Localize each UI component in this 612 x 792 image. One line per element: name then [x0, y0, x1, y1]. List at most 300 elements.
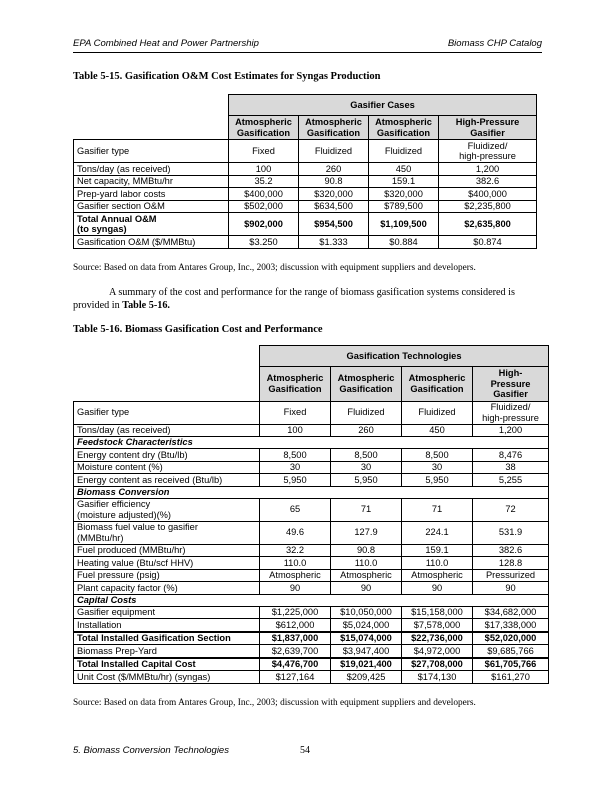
table-row	[74, 140, 537, 163]
column-header	[439, 116, 537, 140]
table-cell	[331, 424, 402, 437]
table-row	[74, 658, 549, 671]
table-cell	[260, 632, 331, 645]
table-cell	[229, 213, 299, 236]
row-label-line: Gasifier type	[77, 145, 130, 156]
column-header-line: Atmospheric	[305, 117, 362, 127]
row-label-line: Tons/day (as received)	[77, 163, 171, 174]
cell-line: Fluidized	[314, 145, 353, 156]
page-number: 54	[300, 745, 310, 756]
section-heading: Biomass Conversion	[74, 486, 549, 498]
row-label	[74, 188, 229, 201]
table-cell	[473, 658, 549, 671]
cell-line: Fluidized/	[490, 402, 531, 412]
cell-line: $4,972,000	[413, 645, 461, 656]
table-cell	[331, 658, 402, 671]
cell-line: 127.9	[354, 527, 378, 538]
table-cell	[402, 449, 473, 462]
table-cell	[369, 200, 439, 213]
cell-line: $2,235,800	[464, 201, 511, 211]
row-label-line: Total Installed Capital Cost	[77, 659, 196, 669]
table-row	[74, 236, 537, 249]
cell-line: Fluidized	[384, 145, 423, 156]
table-cell	[439, 200, 537, 213]
cell-line: 90	[360, 582, 372, 593]
table-cell	[229, 200, 299, 213]
table-row	[74, 213, 537, 236]
column-header	[473, 367, 549, 402]
table-cell	[369, 140, 439, 163]
table-row	[74, 188, 537, 201]
row-label-line: Fuel pressure (psig)	[77, 570, 160, 580]
table-cell	[331, 582, 402, 595]
cell-line: 382.6	[475, 176, 500, 186]
cell-line: $400,000	[468, 188, 507, 199]
column-header-line: High-	[498, 368, 523, 378]
table-cell	[260, 582, 331, 595]
row-label-line: Total Installed Gasification Section	[77, 633, 231, 643]
row-label-line: Energy content as received (Btu/lb)	[77, 474, 223, 485]
row-label-line: Moisture content (%)	[77, 462, 163, 472]
table-cell	[260, 645, 331, 658]
section-row	[74, 594, 549, 606]
row-label-line: Prep-yard labor costs	[77, 188, 166, 199]
row-label	[74, 521, 260, 544]
row-label	[74, 557, 260, 570]
table-cell	[473, 569, 549, 582]
table-cell	[402, 606, 473, 619]
table-cell	[402, 544, 473, 557]
table-cell	[260, 544, 331, 557]
cell-line: $209,425	[346, 671, 386, 682]
cell-line: 90	[431, 582, 443, 593]
table-cell	[473, 557, 549, 570]
cell-line: Fluidized/	[467, 140, 508, 151]
table-row	[74, 544, 549, 557]
group-header-row	[74, 346, 549, 367]
cell-line: 100	[255, 163, 272, 174]
cell-line: 382.6	[498, 545, 523, 555]
cell-line: 8,476	[498, 449, 523, 460]
column-header-line: Gasifier	[470, 127, 505, 138]
row-label	[74, 632, 260, 645]
table-row	[74, 200, 537, 213]
table-row	[74, 606, 549, 619]
cell-line: $52,020,000	[484, 633, 537, 643]
cell-line: $1,837,000	[271, 633, 319, 643]
cell-line: $4,476,700	[271, 659, 319, 669]
table-cell	[260, 557, 331, 570]
column-header-line: Gasification	[236, 127, 291, 138]
table-cell	[369, 188, 439, 201]
cell-line: $19,021,400	[340, 659, 392, 669]
section-heading: Feedstock Characteristics	[74, 437, 549, 449]
cell-line: $127,164	[275, 671, 315, 682]
table-cell	[229, 163, 299, 176]
table1-caption: Table 5-15. Gasification O&M Cost Estimates for Syngas Production	[73, 71, 381, 82]
row-label	[74, 213, 229, 236]
table-cell	[331, 521, 402, 544]
table-cell	[260, 498, 331, 521]
row-label-line: Tons/day (as received)	[77, 425, 171, 435]
cell-line: $161,270	[491, 671, 530, 682]
cell-line: 30	[360, 462, 372, 472]
table-cell	[369, 213, 439, 236]
cell-line: 5,950	[283, 474, 307, 485]
column-header-line: Gasification	[410, 383, 464, 394]
table-cell	[473, 521, 549, 544]
row-label-line: Net capacity, MMBtu/hr	[77, 176, 173, 186]
cell-line: 159.1	[391, 176, 416, 186]
table2-caption: Table 5-16. Biomass Gasification Cost and Performance	[73, 324, 323, 335]
table-cell	[260, 401, 331, 424]
cell-line: 72	[505, 504, 516, 515]
table-cell	[260, 569, 331, 582]
cell-line: 1,200	[498, 425, 523, 435]
table-cell	[473, 498, 549, 521]
table-cell	[473, 449, 549, 462]
row-label	[74, 236, 229, 249]
cell-line: $1,109,500	[380, 218, 427, 229]
row-label-line: Gasifier equipment	[77, 607, 156, 617]
table-row	[74, 582, 549, 595]
table-cell	[402, 671, 473, 684]
table-cell	[229, 188, 299, 201]
cell-line: $17,338,000	[484, 619, 537, 630]
cell-line: 128.8	[498, 557, 523, 568]
table-cell	[473, 424, 549, 437]
cell-line: 110.0	[354, 557, 378, 568]
table-cell	[473, 619, 549, 632]
cell-line: 71	[431, 504, 443, 515]
row-label	[74, 424, 260, 437]
row-label	[74, 461, 260, 474]
table-cell	[402, 474, 473, 487]
cell-line: $9,685,766	[487, 645, 534, 656]
cell-line: 90.8	[356, 545, 376, 555]
cell-line: 90	[289, 582, 301, 593]
table-cell	[331, 449, 402, 462]
row-label	[74, 619, 260, 632]
cell-line: $789,500	[384, 201, 423, 211]
table-cell	[260, 658, 331, 671]
row-label-line: Gasifier efficiency	[77, 499, 151, 509]
cell-line: 90.8	[324, 176, 343, 186]
cell-line: $3,947,400	[342, 645, 390, 656]
cell-line: $1.333	[319, 236, 348, 247]
column-header-line: Gasification	[306, 127, 361, 138]
cell-line: Fluidized	[347, 407, 385, 418]
table-cell	[473, 461, 549, 474]
table-cell	[299, 175, 369, 188]
row-label	[74, 671, 260, 684]
cell-line: 531.9	[498, 527, 523, 538]
table-row	[74, 671, 549, 684]
cell-line: $3.250	[249, 236, 278, 247]
table-cell	[402, 645, 473, 658]
table-cell	[331, 606, 402, 619]
column-header-line: High-Pressure	[455, 117, 520, 127]
cell-line: 35.2	[254, 176, 273, 186]
section-row	[74, 437, 549, 449]
row-label	[74, 474, 260, 487]
cell-line: $902,000	[244, 218, 283, 229]
row-label-line: Fuel produced (MMBtu/hr)	[77, 545, 186, 555]
cell-line: 110.0	[283, 557, 307, 568]
row-label-line: Installation	[77, 619, 122, 630]
cell-line: 450	[429, 425, 445, 435]
table-row	[74, 424, 549, 437]
table-cell	[439, 236, 537, 249]
cell-line: 5,950	[425, 474, 449, 485]
table-cell	[260, 449, 331, 462]
table-cell	[473, 401, 549, 424]
cell-line: $174,130	[417, 671, 457, 682]
header-left-text: EPA Combined Heat and Power Partnership	[73, 38, 259, 49]
cell-line: 65	[289, 504, 301, 515]
cell-line: Atmospheric	[269, 570, 321, 580]
table-row	[74, 569, 549, 582]
cell-line: $502,000	[244, 201, 283, 211]
row-label-line: Gasification O&M ($/MMBtu)	[77, 236, 196, 247]
table-cell	[229, 140, 299, 163]
table-cell	[473, 474, 549, 487]
column-header-line: Atmospheric	[266, 373, 324, 384]
row-label-line: Unit Cost ($/MMBtu/hr) (syngas)	[77, 671, 211, 682]
table-cell	[331, 645, 402, 658]
cell-line: $5,024,000	[342, 619, 390, 630]
cell-line: 1,200	[475, 163, 500, 174]
cell-line: high-pressure	[482, 412, 539, 423]
cell-line: 159.1	[425, 545, 449, 555]
header-right-text: Biomass CHP Catalog	[447, 38, 542, 49]
table-cell	[229, 175, 299, 188]
row-label	[74, 582, 260, 595]
row-label-line: Gasifier type	[77, 407, 130, 418]
table-row	[74, 632, 549, 645]
cell-line: 90	[505, 582, 516, 593]
row-label-line: Gasifier section O&M	[77, 201, 165, 211]
group-header: Gasifier Cases	[229, 95, 537, 116]
table-row	[74, 521, 549, 544]
cell-line: $61,705,766	[484, 659, 537, 669]
table-cell	[402, 557, 473, 570]
table-cell	[369, 163, 439, 176]
cost-performance-table	[73, 345, 549, 684]
column-header	[331, 367, 402, 402]
cell-line: $1,225,000	[271, 607, 319, 617]
cell-line: $954,500	[314, 218, 353, 229]
cell-line: 32.2	[285, 545, 305, 555]
table-cell	[473, 645, 549, 658]
table-cell	[402, 521, 473, 544]
cell-line: 38	[505, 462, 516, 472]
cell-line: $320,000	[384, 188, 423, 199]
table-cell	[331, 557, 402, 570]
table-cell	[402, 498, 473, 521]
row-label-line: (moisture adjusted)(%)	[77, 509, 172, 520]
cell-line: $15,074,000	[340, 633, 392, 643]
column-header-line: Gasification	[376, 127, 431, 138]
table-row	[74, 175, 537, 188]
cell-line: $10,050,000	[340, 607, 392, 617]
table-cell	[260, 671, 331, 684]
table-cell	[439, 213, 537, 236]
row-label-line: Total Annual O&M	[77, 213, 157, 224]
column-header	[299, 116, 369, 140]
table-cell	[473, 671, 549, 684]
table-row	[74, 498, 549, 521]
row-label-line: (MMBtu/hr)	[77, 532, 124, 543]
table-cell	[369, 236, 439, 249]
table-cell	[331, 632, 402, 645]
table-cell	[402, 658, 473, 671]
cell-line: $15,158,000	[411, 607, 463, 617]
footer-section-title: 5. Biomass Conversion Technologies	[73, 745, 229, 756]
cell-line: 30	[289, 462, 301, 472]
cell-line: $2,639,700	[271, 645, 319, 656]
cell-line: Pressurized	[485, 570, 536, 580]
column-header-line: Atmospheric	[375, 117, 432, 127]
table-cell	[331, 401, 402, 424]
column-header-line: Gasifier	[493, 389, 528, 399]
cell-line: $34,682,000	[484, 607, 537, 617]
cell-line: Fluidized	[418, 407, 456, 418]
table-cell	[473, 632, 549, 645]
row-label-line: Plant capacity factor (%)	[77, 582, 178, 593]
table2-source-note: Source: Based on data from Antares Group, Inc., 2003; discussion with equipment suppliers and developers.	[73, 698, 476, 708]
table-row	[74, 619, 549, 632]
table-cell	[299, 163, 369, 176]
column-header	[402, 367, 473, 402]
cell-line: 49.6	[285, 527, 305, 538]
section-heading: Capital Costs	[74, 594, 549, 606]
row-label	[74, 645, 260, 658]
table-cell	[473, 582, 549, 595]
column-header	[369, 116, 439, 140]
cell-line: 260	[358, 425, 374, 435]
table-row	[74, 557, 549, 570]
cell-line: Fixed	[283, 407, 307, 418]
row-label	[74, 498, 260, 521]
cell-line: Atmospheric	[340, 570, 392, 580]
column-header	[229, 116, 299, 140]
cell-line: $634,500	[314, 201, 353, 211]
table-cell	[299, 188, 369, 201]
table-row	[74, 474, 549, 487]
column-header-line: Atmospheric	[408, 373, 466, 384]
table-cell	[402, 401, 473, 424]
row-label	[74, 140, 229, 163]
cell-line: 100	[287, 425, 303, 435]
row-label	[74, 449, 260, 462]
cell-line: Fixed	[252, 145, 275, 156]
table-cell	[402, 632, 473, 645]
row-label	[74, 544, 260, 557]
column-header-line: Gasification	[339, 383, 393, 394]
cell-line: 5,255	[498, 474, 523, 485]
table-cell	[331, 569, 402, 582]
table-cell	[331, 461, 402, 474]
table-cell	[260, 619, 331, 632]
cell-line: 8,500	[354, 449, 378, 460]
row-label	[74, 200, 229, 213]
row-label-line: Biomass Prep-Yard	[77, 645, 157, 656]
table-cell	[260, 606, 331, 619]
table-cell	[299, 213, 369, 236]
row-label	[74, 606, 260, 619]
table-cell	[473, 606, 549, 619]
row-label-line: Energy content dry (Btu/lb)	[77, 449, 188, 460]
column-header-row	[74, 367, 549, 402]
cell-line: 450	[395, 163, 412, 174]
table-cell	[299, 236, 369, 249]
cell-line: $0.884	[389, 236, 418, 247]
cell-line: 5,950	[354, 474, 378, 485]
column-header-line: Pressure	[490, 378, 531, 389]
table-cell	[439, 163, 537, 176]
row-label	[74, 658, 260, 671]
table-cell	[439, 188, 537, 201]
table-cell	[299, 200, 369, 213]
group-header-row	[74, 95, 537, 116]
cell-line: $0.874	[473, 236, 502, 247]
cell-line: 30	[431, 462, 443, 472]
cell-line: 110.0	[425, 557, 449, 568]
table-row	[74, 449, 549, 462]
table-cell	[331, 671, 402, 684]
table1-source-note: Source: Based on data from Antares Group, Inc., 2003; discussion with equipment suppliers and developers.	[73, 263, 476, 273]
om-cost-table	[73, 94, 537, 249]
column-header-line: Atmospheric	[235, 117, 292, 127]
table-cell	[260, 474, 331, 487]
table-cell	[402, 569, 473, 582]
table-row	[74, 461, 549, 474]
table-cell	[299, 140, 369, 163]
table-cell	[229, 236, 299, 249]
cell-line: 8,500	[283, 449, 307, 460]
table-cell	[402, 424, 473, 437]
table-cell	[473, 544, 549, 557]
cell-line: $612,000	[275, 619, 315, 630]
table-cell	[260, 521, 331, 544]
table-row	[74, 401, 549, 424]
table-cell	[331, 544, 402, 557]
table-cell	[402, 582, 473, 595]
table-cell	[260, 461, 331, 474]
group-header: Gasification Technologies	[260, 346, 549, 367]
row-label	[74, 569, 260, 582]
table-cell	[260, 424, 331, 437]
row-label	[74, 175, 229, 188]
cell-line: $27,708,000	[411, 659, 463, 669]
cell-line: $400,000	[244, 188, 283, 199]
paragraph-table-reference: Table 5-16.	[122, 300, 170, 311]
row-label-line: Biomass fuel value to gasifier	[77, 522, 198, 532]
column-header-line: Gasification	[268, 383, 322, 394]
cell-line: 224.1	[425, 527, 449, 538]
table-row	[74, 163, 537, 176]
cell-line: $2,635,800	[464, 218, 511, 229]
cell-line: 260	[325, 163, 342, 174]
page-header	[73, 38, 542, 53]
column-header	[260, 367, 331, 402]
column-header-row	[74, 116, 537, 140]
cell-line: $320,000	[314, 188, 353, 199]
table-cell	[439, 140, 537, 163]
cell-line: 8,500	[425, 449, 449, 460]
cell-line: $22,736,000	[411, 633, 463, 643]
